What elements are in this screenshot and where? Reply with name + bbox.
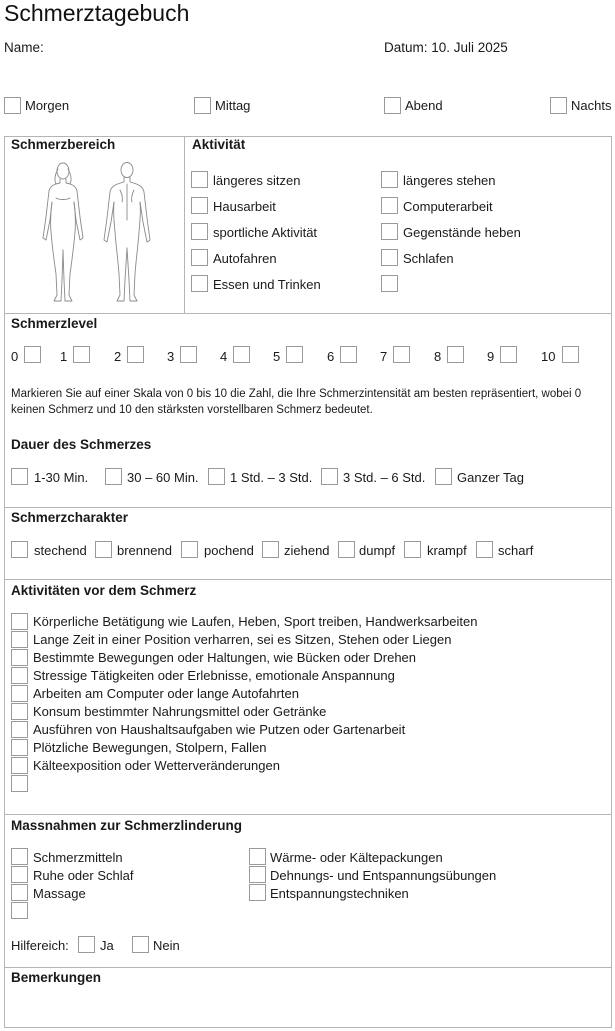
character-label: scharf xyxy=(498,543,534,558)
duration-label: 1-30 Min. xyxy=(34,470,89,485)
helpful-yes-label: Ja xyxy=(100,938,114,953)
relief-label: Wärme- oder Kältepackungen xyxy=(270,850,443,865)
before-checkbox[interactable] xyxy=(11,757,28,774)
helpful-label: Hilfereich: xyxy=(11,938,69,953)
activity-checkbox[interactable] xyxy=(191,171,208,188)
before-checkbox[interactable] xyxy=(11,739,28,756)
checkbox-morgen[interactable] xyxy=(4,97,21,114)
before-label: Körperliche Betätigung wie Laufen, Heben, Sport treiben, Handwerksarbeiten xyxy=(33,614,478,629)
level-checkbox[interactable] xyxy=(447,346,464,363)
head-back xyxy=(121,163,133,178)
activity-label: Essen und Trinken xyxy=(213,277,321,292)
level-label: 6 xyxy=(327,349,335,364)
activity-checkbox[interactable] xyxy=(191,249,208,266)
pain-level-heading: Schmerzlevel xyxy=(11,316,98,331)
duration-heading: Dauer des Schmerzes xyxy=(11,437,152,452)
duration-checkbox[interactable] xyxy=(321,468,338,485)
duration-label: 30 – 60 Min. xyxy=(127,470,199,485)
pain-area-heading: Schmerzbereich xyxy=(11,137,116,152)
duration-checkbox[interactable] xyxy=(11,468,28,485)
remarks-heading: Bemerkungen xyxy=(11,970,102,985)
before-label: Arbeiten am Computer oder lange Autofahrten xyxy=(33,686,299,701)
pain-level-note: Markieren Sie auf einer Skala von 0 bis 10 die Zahl, die Ihre Schmerzintensität am besten repräsentiert, wobei 0 keinen Schmerz und 10 den stärksten vorstellbaren Schmerz bedeutet. xyxy=(11,388,582,416)
duration-label: 1 Std. – 3 Std. xyxy=(230,470,313,485)
character-checkbox[interactable] xyxy=(181,541,198,558)
activity-label: längeres sitzen xyxy=(213,173,301,188)
character-heading: Schmerzcharakter xyxy=(11,510,129,525)
before-label: Plötzliche Bewegungen, Stolpern, Fallen xyxy=(33,740,267,755)
relief-checkbox[interactable] xyxy=(11,866,28,883)
activity-checkbox[interactable] xyxy=(381,249,398,266)
label-nachts: Nachts xyxy=(571,98,612,113)
duration-label: 3 Std. – 6 Std. xyxy=(343,470,426,485)
level-checkbox[interactable] xyxy=(340,346,357,363)
remarks-area[interactable] xyxy=(5,990,611,1026)
divider xyxy=(4,313,612,314)
body-outline-front-back-icon[interactable] xyxy=(30,160,160,305)
activity-label: Gegenstände heben xyxy=(403,225,521,240)
activity-checkbox[interactable] xyxy=(381,197,398,214)
activity-label: Hausarbeit xyxy=(213,199,276,214)
level-checkbox[interactable] xyxy=(180,346,197,363)
character-label: brennend xyxy=(117,543,172,558)
level-checkbox[interactable] xyxy=(562,346,579,363)
duration-label: Ganzer Tag xyxy=(457,470,524,485)
level-label: 5 xyxy=(273,349,281,364)
head-front xyxy=(57,163,69,179)
activity-label: sportliche Aktivität xyxy=(213,225,318,240)
before-label: Stressige Tätigkeiten oder Erlebnisse, emotionale Anspannung xyxy=(33,668,395,683)
activity-checkbox[interactable] xyxy=(191,275,208,292)
label-morgen: Morgen xyxy=(25,98,70,113)
date-label: Datum: 10. Juli 2025 xyxy=(384,40,508,55)
duration-checkbox[interactable] xyxy=(435,468,452,485)
helpful-yes-checkbox[interactable] xyxy=(78,936,95,953)
label-abend: Abend xyxy=(405,98,443,113)
level-label: 9 xyxy=(487,349,495,364)
level-label: 3 xyxy=(167,349,175,364)
level-checkbox[interactable] xyxy=(233,346,250,363)
duration-checkbox[interactable] xyxy=(105,468,122,485)
helpful-no-label: Nein xyxy=(153,938,180,953)
name-field-label: Name: xyxy=(4,40,44,55)
activity-checkbox[interactable] xyxy=(381,223,398,240)
relief-checkbox[interactable] xyxy=(249,884,266,901)
level-checkbox[interactable] xyxy=(286,346,303,363)
before-checkbox[interactable] xyxy=(11,613,28,630)
level-label: 10 xyxy=(541,349,556,364)
level-label: 7 xyxy=(380,349,388,364)
before-heading: Aktivitäten vor dem Schmerz xyxy=(11,583,197,598)
checkbox-mittag[interactable] xyxy=(194,97,211,114)
relief-checkbox-other[interactable] xyxy=(11,902,28,919)
activity-checkbox[interactable] xyxy=(191,197,208,214)
activity-checkbox-other[interactable] xyxy=(381,275,398,292)
relief-label: Entspannungstechniken xyxy=(270,886,409,901)
character-checkbox[interactable] xyxy=(338,541,355,558)
before-label: Ausführen von Haushaltsaufgaben wie Putzen oder Gartenarbeit xyxy=(33,722,406,737)
helpful-no-checkbox[interactable] xyxy=(132,936,149,953)
before-checkbox[interactable] xyxy=(11,685,28,702)
divider xyxy=(4,507,612,508)
level-checkbox[interactable] xyxy=(73,346,90,363)
character-label: ziehend xyxy=(284,543,330,558)
character-checkbox[interactable] xyxy=(404,541,421,558)
character-label: krampf xyxy=(427,543,467,558)
label-mittag: Mittag xyxy=(215,98,251,113)
before-checkbox[interactable] xyxy=(11,721,28,738)
character-checkbox[interactable] xyxy=(11,541,28,558)
character-checkbox[interactable] xyxy=(476,541,493,558)
level-label: 8 xyxy=(434,349,442,364)
activity-checkbox[interactable] xyxy=(191,223,208,240)
activity-label: Autofahren xyxy=(213,251,277,266)
character-label: pochend xyxy=(204,543,254,558)
checkbox-abend[interactable] xyxy=(384,97,401,114)
relief-label: Dehnungs- und Entspannungsübungen xyxy=(270,868,497,883)
relief-label: Ruhe oder Schlaf xyxy=(33,868,134,883)
divider xyxy=(4,967,612,968)
before-checkbox[interactable] xyxy=(11,703,28,720)
level-label: 0 xyxy=(11,349,19,364)
checkbox-nachts[interactable] xyxy=(550,97,567,114)
character-label: dumpf xyxy=(359,543,396,558)
before-label: Kälteexposition oder Wetterveränderungen xyxy=(33,758,280,773)
activity-checkbox[interactable] xyxy=(381,171,398,188)
divider xyxy=(4,579,612,580)
relief-label: Schmerzmitteln xyxy=(33,850,123,865)
level-checkbox[interactable] xyxy=(24,346,41,363)
level-checkbox[interactable] xyxy=(127,346,144,363)
before-label: Lange Zeit in einer Position verharren, sei es Sitzen, Stehen oder Liegen xyxy=(33,632,452,647)
column-divider xyxy=(184,136,185,313)
before-checkbox-other[interactable] xyxy=(11,775,28,792)
activity-label: Schlafen xyxy=(403,251,454,266)
duration-checkbox[interactable] xyxy=(208,468,225,485)
relief-label: Massage xyxy=(33,886,86,901)
before-checkbox[interactable] xyxy=(11,631,28,648)
relief-checkbox[interactable] xyxy=(11,884,28,901)
level-checkbox[interactable] xyxy=(393,346,410,363)
activity-heading: Aktivität xyxy=(192,137,246,152)
relief-checkbox[interactable] xyxy=(249,848,266,865)
activity-label: Computerarbeit xyxy=(403,199,493,214)
relief-checkbox[interactable] xyxy=(249,866,266,883)
relief-checkbox[interactable] xyxy=(11,848,28,865)
character-label: stechend xyxy=(34,543,87,558)
level-label: 4 xyxy=(220,349,228,364)
before-label: Bestimmte Bewegungen oder Haltungen, wie Bücken oder Drehen xyxy=(33,650,417,665)
character-checkbox[interactable] xyxy=(95,541,112,558)
character-checkbox[interactable] xyxy=(262,541,279,558)
before-checkbox[interactable] xyxy=(11,667,28,684)
divider xyxy=(4,814,612,815)
level-checkbox[interactable] xyxy=(500,346,517,363)
page-title: Schmerztagebuch xyxy=(4,0,190,26)
level-label: 2 xyxy=(114,349,122,364)
relief-heading: Massnahmen zur Schmerzlinderung xyxy=(11,818,243,833)
before-label: Konsum bestimmter Nahrungsmittel oder Getränke xyxy=(33,704,327,719)
activity-label: längeres stehen xyxy=(403,173,496,188)
before-checkbox[interactable] xyxy=(11,649,28,666)
level-label: 1 xyxy=(60,349,68,364)
